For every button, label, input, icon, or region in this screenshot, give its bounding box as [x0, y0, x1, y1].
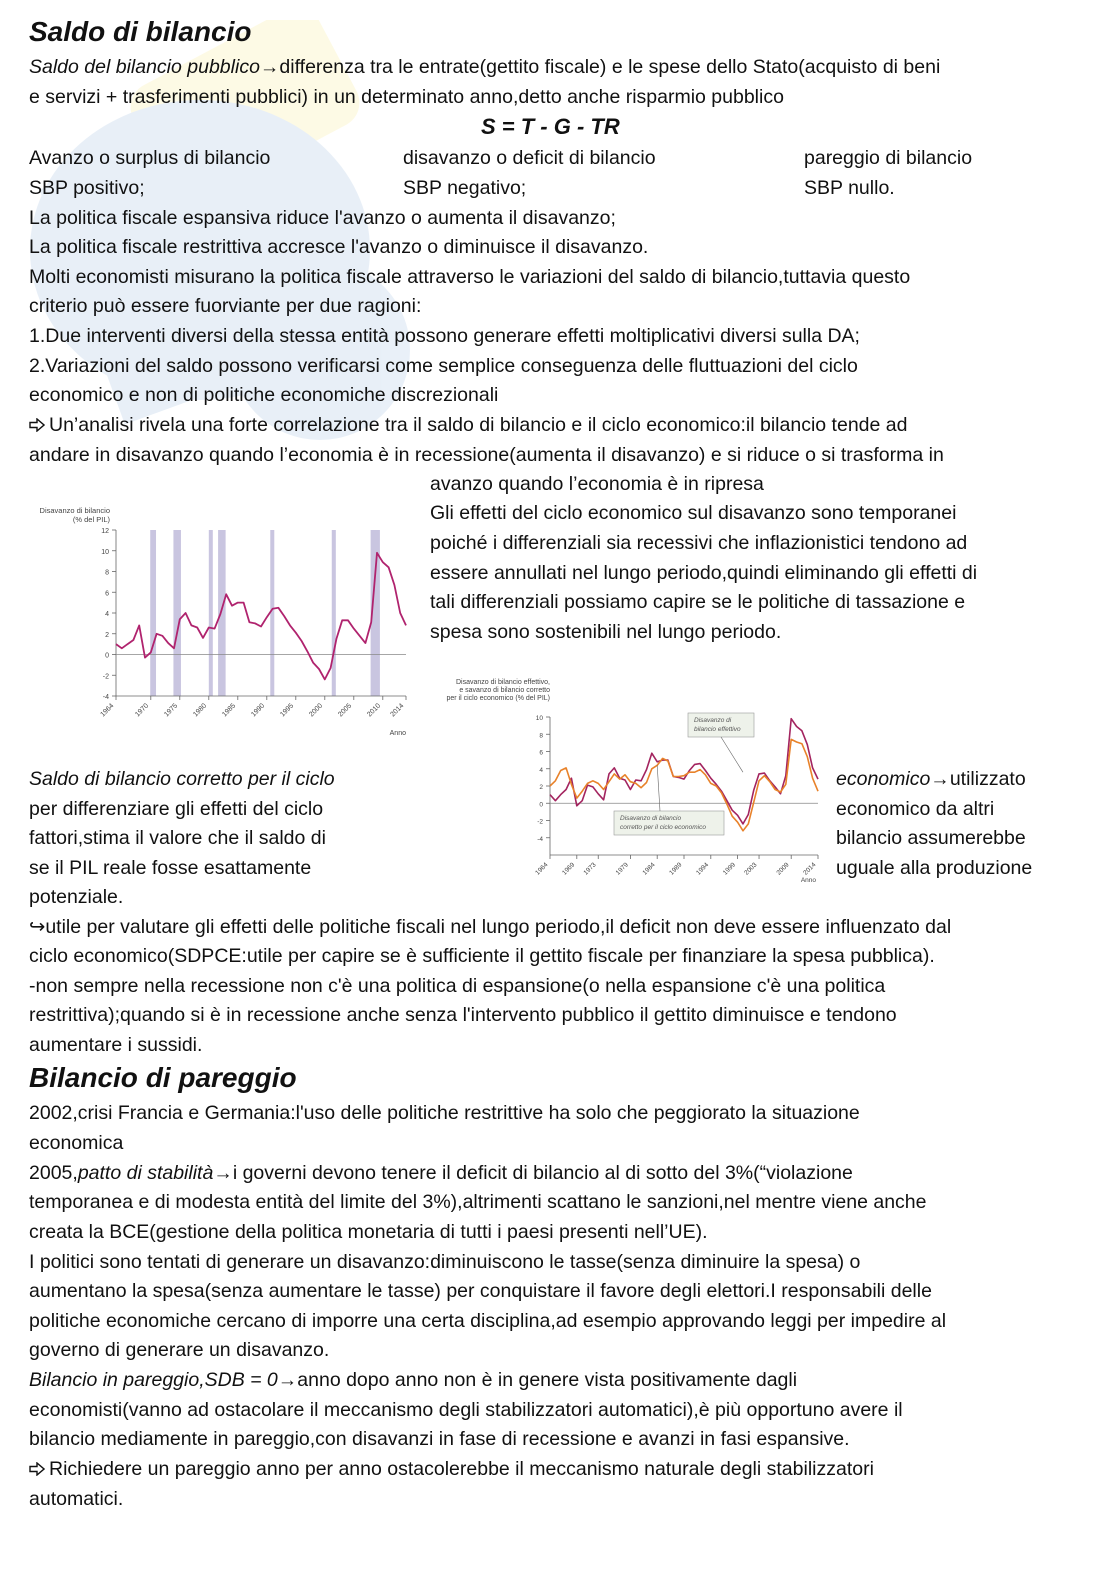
corrected-left-line: se il PIL reale fosse esattamente	[29, 857, 312, 879]
analysis-line: avanzo quando l’economia è in ripresa	[430, 473, 764, 495]
paragraph-line: criterio può essere fuorviante per due ragioni:	[29, 295, 422, 317]
recession-band	[332, 530, 336, 696]
col-head-pareggio: pareggio di bilancio	[804, 147, 973, 169]
cyclically-adjusted-deficit-chart	[430, 675, 830, 890]
annotation-leader	[657, 765, 660, 811]
y-tick-label: 8	[105, 569, 109, 577]
formula-saving: S = T - G - TR	[481, 114, 620, 139]
y-tick-label: 10	[101, 548, 109, 556]
patto-line: 2005,patto di stabilità→i governi devono tenere il deficit di bilancio al di sotto del 3%(“violazione	[29, 1162, 853, 1184]
section-title-pareggio: Bilancio di pareggio	[29, 1062, 297, 1093]
col-sub-avanzo: SBP positivo;	[29, 177, 145, 199]
after-line: restrittiva);quando si è in recessione anche senza l'intervento pubblico il gettito diminuisce e tendono	[29, 1004, 897, 1026]
annotation-leader	[721, 737, 743, 772]
x-axis-title: Anno	[800, 877, 816, 884]
corrected-right-line: bilancio assumerebbe	[836, 827, 1026, 849]
col-sub-disavanzo: SBP negativo;	[403, 177, 527, 199]
x-tick-label: 1984	[641, 861, 657, 877]
side-text-line: poiché i differenziali sia recessivi che inflazionistici tendono ad	[430, 532, 968, 554]
y-tick-label: -4	[102, 694, 109, 701]
term-saldo-corretto: Saldo di bilancio corretto per il ciclo	[29, 768, 335, 790]
paragraph-line: temporanea e di modesta entità del limite del 3%),altrimenti scattano le sanzioni,nel mentre viene anche	[29, 1191, 927, 1213]
x-tick-label: 1980	[192, 702, 209, 719]
paragraph-line: economica	[29, 1132, 124, 1154]
section-title-saldo: Saldo di bilancio	[29, 16, 252, 47]
y-tick-label: 12	[101, 528, 109, 535]
paragraph-line: I politici sono tentati di generare un disavanzo:diminuiscono le tasse(senza diminuire la spesa) o	[29, 1251, 861, 1273]
x-tick-label: 1964	[99, 702, 116, 719]
x-tick-label: 2000	[308, 702, 325, 719]
y-tick-label: 2	[105, 631, 109, 639]
x-tick-label: 1989	[668, 861, 684, 877]
paragraph-line: politiche economiche cercano di imporre una certa disciplina,ad esempio approvando leggi per impedire al	[29, 1310, 947, 1332]
annotation-label: Disavanzo di	[694, 717, 732, 724]
term-saldo-bilancio-pubblico: Saldo del bilancio pubblico→	[29, 56, 280, 78]
analysis-line: Un’analisi rivela una forte correlazione tra il saldo di bilancio e il ciclo economico:il bilancio tende ad	[29, 410, 907, 440]
hollow-arrow-right-icon	[29, 418, 45, 432]
col-head-avanzo: Avanzo o surplus di bilancio	[29, 147, 271, 169]
series-line	[550, 719, 818, 824]
recession-band	[150, 530, 156, 696]
y-tick-label: -2	[537, 818, 543, 826]
corrected-right-head: economico→utilizzato	[836, 768, 1026, 790]
x-tick-label: 2010	[366, 702, 383, 719]
annotation-label: bilancio effettivo	[694, 726, 741, 733]
term-patto-stabilita: patto di stabilità→	[77, 1162, 233, 1184]
paragraph-line: e servizi + trasferimenti pubblici) in un determinato anno,detto anche risparmio pubblico	[29, 86, 784, 108]
x-tick-label: 2005	[337, 702, 354, 719]
x-tick-label: 1970	[134, 702, 151, 719]
definition-text: differenza tra le entrate(gettito fiscale) e le spese dello Stato(acquisto di beni	[279, 56, 941, 78]
side-text-line: spesa sono sostenibili nel lungo periodo.	[430, 621, 782, 643]
recession-band	[209, 530, 213, 696]
y-tick-label: 6	[105, 590, 109, 598]
after-line: -non sempre nella recessione non c'è una politica di espansione(o nella espansione c'è una politica	[29, 975, 886, 997]
paragraph-line: economisti(vanno ad ostacolare il meccanismo degli stabilizzatori automatici),è più opportuno avere il	[29, 1399, 903, 1421]
side-text-line: tali differenziali possiamo capire se le politiche di tassazione e	[430, 591, 966, 613]
y-tick-label: 6	[539, 749, 543, 757]
col-head-disavanzo: disavanzo o deficit di bilancio	[403, 147, 656, 169]
recession-band	[173, 530, 181, 696]
paragraph-line: La politica fiscale espansiva riduce l'avanzo o aumenta il disavanzo;	[29, 207, 616, 229]
x-tick-label: 1990	[250, 702, 267, 719]
analysis-line: andare in disavanzo quando l’economia è in recessione(aumenta il disavanzo) e si riduce o si trasforma in	[29, 444, 944, 466]
paragraph-line: bilancio mediamente in pareggio,con disavanzi in fase di recessione e avanzi in fasi espansive.	[29, 1428, 850, 1450]
deficit-chart	[34, 502, 414, 742]
paragraph-line: creata la BCE(gestione della politica monetaria di tutti i paesi presenti nell’UE).	[29, 1221, 708, 1243]
chart-title: Disavanzo di bilancio effettivo,	[455, 679, 550, 686]
paragraph-line: La politica fiscale restrittiva accresce l'avanzo o diminuisce il disavanzo.	[29, 236, 649, 258]
col-sub-pareggio: SBP nullo.	[804, 177, 895, 199]
x-axis-title: Anno	[389, 730, 406, 737]
hollow-arrow-right-icon	[29, 1462, 45, 1476]
y-tick-label: -4	[537, 835, 543, 843]
paragraph-line: economico e non di politiche economiche discrezionali	[29, 384, 499, 406]
y-axis-title: Disavanzo di bilancio	[39, 506, 110, 515]
x-tick-label: 1969	[561, 861, 577, 877]
x-tick-label: 2003	[743, 861, 759, 877]
chart-title: e savanzo di bilancio corretto	[459, 687, 550, 694]
pareggio-line: Bilancio in pareggio,SDB = 0→anno dopo anno non è in genere vista positivamente dagli	[29, 1369, 798, 1391]
y-tick-label: 2	[539, 784, 543, 791]
x-tick-label: 1985	[221, 702, 238, 719]
x-tick-label: 1975	[163, 702, 180, 719]
paragraph-line: 1.Due interventi diversi della stessa entità possono generare effetti moltiplicativi diversi sulla DA;	[29, 325, 860, 347]
x-tick-label: 1973	[582, 861, 598, 877]
y-tick-label: 4	[539, 766, 543, 774]
x-tick-label: 2009	[775, 861, 791, 877]
recession-band	[270, 530, 274, 696]
term-bilancio-in-pareggio: Bilancio in pareggio,SDB = 0→	[29, 1369, 298, 1391]
y-tick-label: 10	[535, 715, 543, 722]
corrected-left-line: per differenziare gli effetti del ciclo	[29, 798, 324, 820]
corrected-right-line: economico da altri	[836, 798, 995, 820]
y-tick-label: 8	[539, 732, 543, 740]
x-tick-label: 1994	[695, 861, 711, 877]
paragraph-line: 2002,crisi Francia e Germania:l'uso delle politiche restrittive ha solo che peggiorato la situazione	[29, 1102, 860, 1124]
x-tick-label: 2014	[802, 861, 818, 877]
annotation-label: corretto per il ciclo economico	[620, 824, 706, 831]
x-tick-label: 1999	[721, 861, 738, 877]
chart-title: per il ciclo economico (% del PIL)	[446, 695, 550, 702]
annotation-label: Disavanzo di bilancio	[620, 815, 682, 822]
corrected-left-line: fattori,stima il valore che il saldo di	[29, 827, 326, 849]
y-tick-label: -2	[102, 673, 109, 681]
series-line	[116, 553, 406, 680]
x-tick-label: 1964	[534, 861, 550, 877]
after-line: aumentare i sussidi.	[29, 1034, 203, 1056]
paragraph-line: aumentano la spesa(senza aumentare le tasse) per conquistare il favore degli elettori.I responsabili delle	[29, 1280, 932, 1302]
side-text-line: essere annullati nel lungo periodo,quindi eliminando gli effetti di	[430, 562, 978, 584]
y-tick-label: 4	[105, 611, 109, 618]
final-line: Richiedere un pareggio anno per anno ostacolerebbe il meccanismo naturale degli stabilizzatori	[29, 1454, 874, 1484]
recession-band	[218, 530, 226, 696]
corrected-right-line: uguale alla produzione	[836, 857, 1033, 879]
paragraph-line: governo di generare un disavanzo.	[29, 1339, 330, 1361]
side-text-line: Gli effetti del ciclo economico sul disavanzo sono temporanei	[430, 502, 957, 524]
paragraph-definition	[29, 52, 940, 82]
paragraph-line: Molti economisti misurano la politica fiscale attraverso le variazioni del saldo di bilancio,tuttavia questo	[29, 266, 911, 288]
x-tick-label: 1979	[614, 861, 630, 877]
y-tick-label: 0	[539, 801, 543, 809]
final-line: automatici.	[29, 1488, 124, 1510]
corrected-end: potenziale.	[29, 886, 124, 908]
y-tick-label: 0	[105, 652, 109, 660]
after-line: ↪utile per valutare gli effetti delle politiche fiscali nel lungo periodo,il deficit non deve essere influenzato dal	[29, 916, 952, 938]
after-line: ciclo economico(SDPCE:utile per capire se è sufficiente il gettito fiscale per finanziare la spesa pubblica).	[29, 945, 935, 967]
x-tick-label: 2014	[389, 702, 406, 719]
paragraph-line: 2.Variazioni del saldo possono verificarsi come semplice conseguenza delle fluttuazioni del ciclo	[29, 355, 858, 377]
y-axis-title: (% del PIL)	[72, 515, 110, 524]
x-tick-label: 1995	[279, 702, 296, 719]
